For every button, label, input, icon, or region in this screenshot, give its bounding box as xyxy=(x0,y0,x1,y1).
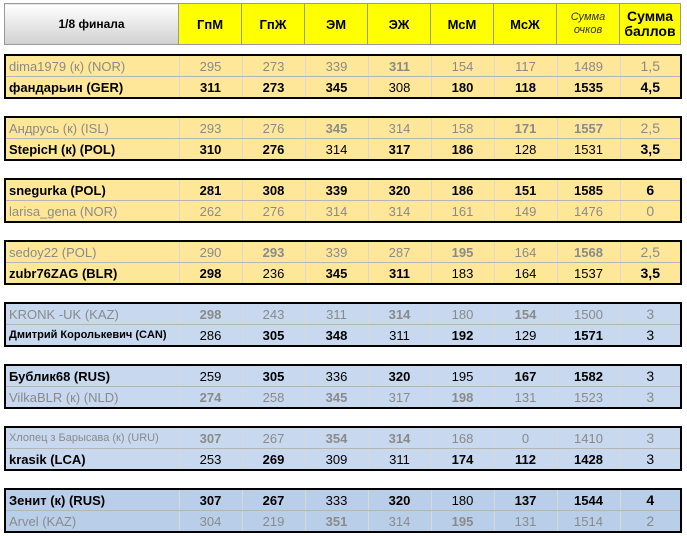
match-block xyxy=(4,54,682,99)
score-gpm: 307 xyxy=(179,489,242,511)
score-em: 339 xyxy=(305,241,368,263)
score-em: 345 xyxy=(305,77,368,99)
score-msm: 180 xyxy=(431,303,494,325)
sum-points: 1571 xyxy=(557,325,620,347)
player-row xyxy=(5,55,681,77)
sum-points: 1537 xyxy=(557,263,620,285)
player-row xyxy=(5,325,681,347)
score-msm: 180 xyxy=(431,77,494,99)
col-header-mszh: МсЖ xyxy=(494,4,557,45)
score-msm: 183 xyxy=(431,263,494,285)
player-name: krasik (LCA) xyxy=(5,449,179,471)
player-name: StepicH (к) (POL) xyxy=(5,139,179,161)
score-gpzh: 269 xyxy=(242,449,305,471)
score-mszh: 164 xyxy=(494,263,557,285)
sum-score: 0 xyxy=(620,201,681,223)
score-mszh: 167 xyxy=(494,365,557,387)
match-block xyxy=(4,426,682,471)
score-gpm: 307 xyxy=(179,427,242,449)
score-gpm: 310 xyxy=(179,139,242,161)
score-gpm: 295 xyxy=(179,55,242,77)
score-mszh: 131 xyxy=(494,387,557,409)
score-gpzh: 267 xyxy=(242,489,305,511)
score-mszh: 131 xyxy=(494,511,557,533)
score-em: 339 xyxy=(305,55,368,77)
score-mszh: 149 xyxy=(494,201,557,223)
score-msm: 174 xyxy=(431,449,494,471)
score-gpzh: 273 xyxy=(242,77,305,99)
player-row xyxy=(5,117,681,139)
sum-score: 3 xyxy=(620,449,681,471)
sum-score: 3 xyxy=(620,387,681,409)
player-row xyxy=(5,449,681,471)
score-gpm: 286 xyxy=(179,325,242,347)
player-name: KRONK -UK (KAZ) xyxy=(5,303,179,325)
score-msm: 154 xyxy=(431,55,494,77)
sum-points: 1476 xyxy=(557,201,620,223)
score-em: 309 xyxy=(305,449,368,471)
score-em: 345 xyxy=(305,117,368,139)
player-name: Arvel (KAZ) xyxy=(5,511,179,533)
match-block xyxy=(4,178,682,223)
player-name: VilkaBLR (к) (NLD) xyxy=(5,387,179,409)
score-gpzh: 258 xyxy=(242,387,305,409)
score-gpm: 298 xyxy=(179,263,242,285)
sum-points: 1531 xyxy=(557,139,620,161)
player-row xyxy=(5,77,681,99)
player-name: zubr76ZAG (BLR) xyxy=(5,263,179,285)
score-mszh: 164 xyxy=(494,241,557,263)
score-mszh: 128 xyxy=(494,139,557,161)
player-row xyxy=(5,387,681,409)
sum-score: 3 xyxy=(620,427,681,449)
score-gpm: 311 xyxy=(179,77,242,99)
score-msm: 180 xyxy=(431,489,494,511)
score-gpm: 293 xyxy=(179,117,242,139)
col-header-em: ЭМ xyxy=(305,4,368,45)
player-name: Бублик68 (RUS) xyxy=(5,365,179,387)
score-em: 345 xyxy=(305,263,368,285)
score-ezh: 314 xyxy=(368,303,431,325)
col-header-gpzh: ГпЖ xyxy=(242,4,305,45)
score-em: 354 xyxy=(305,427,368,449)
match-block xyxy=(4,240,682,285)
score-ezh: 311 xyxy=(368,325,431,347)
player-row xyxy=(5,511,681,533)
sum-score: 3 xyxy=(620,365,681,387)
score-ezh: 314 xyxy=(368,511,431,533)
score-em: 339 xyxy=(305,179,368,201)
score-em: 336 xyxy=(305,365,368,387)
player-name: dima1979 (к) (NOR) xyxy=(5,55,179,77)
player-name: larisa_gena (NOR) xyxy=(5,201,179,223)
col-header-sum-points xyxy=(557,4,620,45)
player-row xyxy=(5,139,681,161)
sum-points-line1: Сумма xyxy=(570,11,606,23)
score-mszh: 129 xyxy=(494,325,557,347)
score-gpm: 259 xyxy=(179,365,242,387)
score-mszh: 137 xyxy=(494,489,557,511)
col-header-msm: МсМ xyxy=(431,4,494,45)
sum-points: 1514 xyxy=(557,511,620,533)
score-msm: 168 xyxy=(431,427,494,449)
score-ezh: 317 xyxy=(368,387,431,409)
score-gpzh: 293 xyxy=(242,241,305,263)
score-gpzh: 243 xyxy=(242,303,305,325)
player-row xyxy=(5,201,681,223)
match-block xyxy=(4,302,682,347)
score-mszh: 154 xyxy=(494,303,557,325)
sum-points: 1410 xyxy=(557,427,620,449)
sum-score: 2 xyxy=(620,511,681,533)
sum-points: 1500 xyxy=(557,303,620,325)
sum-points: 1535 xyxy=(557,77,620,99)
score-ezh: 320 xyxy=(368,489,431,511)
score-ezh: 308 xyxy=(368,77,431,99)
score-ezh: 314 xyxy=(368,201,431,223)
header-row xyxy=(4,3,681,45)
score-em: 314 xyxy=(305,201,368,223)
col-header-ezh: ЭЖ xyxy=(368,4,431,45)
sum-score: 2,5 xyxy=(620,241,681,263)
sum-points: 1568 xyxy=(557,241,620,263)
score-gpm: 304 xyxy=(179,511,242,533)
score-gpm: 290 xyxy=(179,241,242,263)
score-msm: 158 xyxy=(431,117,494,139)
score-gpzh: 305 xyxy=(242,365,305,387)
score-em: 345 xyxy=(305,387,368,409)
score-gpzh: 276 xyxy=(242,139,305,161)
score-msm: 186 xyxy=(431,179,494,201)
sum-score: 4 xyxy=(620,489,681,511)
col-header-sum-score xyxy=(620,4,681,45)
sum-score-line1: Сумма xyxy=(626,8,674,24)
score-em: 351 xyxy=(305,511,368,533)
sum-points-line2: очков xyxy=(573,24,603,36)
player-name: snegurka (POL) xyxy=(5,179,179,201)
score-msm: 198 xyxy=(431,387,494,409)
score-ezh: 287 xyxy=(368,241,431,263)
score-em: 311 xyxy=(305,303,368,325)
score-gpzh: 267 xyxy=(242,427,305,449)
score-ezh: 314 xyxy=(368,117,431,139)
player-row xyxy=(5,263,681,285)
score-msm: 195 xyxy=(431,511,494,533)
score-mszh: 117 xyxy=(494,55,557,77)
player-row xyxy=(5,427,681,449)
player-name: Хлопец з Барысава (к) (URU) xyxy=(5,427,179,449)
player-name: Зенит (к) (RUS) xyxy=(5,489,179,511)
player-row xyxy=(5,241,681,263)
score-ezh: 311 xyxy=(368,449,431,471)
score-ezh: 317 xyxy=(368,139,431,161)
match-block xyxy=(4,364,682,409)
player-name: Андрусь (к) (ISL) xyxy=(5,117,179,139)
score-gpm: 253 xyxy=(179,449,242,471)
score-gpzh: 219 xyxy=(242,511,305,533)
score-mszh: 151 xyxy=(494,179,557,201)
score-em: 348 xyxy=(305,325,368,347)
score-gpzh: 276 xyxy=(242,201,305,223)
player-name: sedoy22 (POL) xyxy=(5,241,179,263)
sum-points: 1544 xyxy=(557,489,620,511)
score-ezh: 320 xyxy=(368,365,431,387)
score-em: 333 xyxy=(305,489,368,511)
player-row xyxy=(5,303,681,325)
sum-score: 4,5 xyxy=(620,77,681,99)
score-msm: 161 xyxy=(431,201,494,223)
sum-score: 2,5 xyxy=(620,117,681,139)
sum-score: 3 xyxy=(620,303,681,325)
score-gpm: 298 xyxy=(179,303,242,325)
sum-score: 1,5 xyxy=(620,55,681,77)
sum-score: 3 xyxy=(620,325,681,347)
score-ezh: 311 xyxy=(368,55,431,77)
sum-points: 1582 xyxy=(557,365,620,387)
score-msm: 195 xyxy=(431,241,494,263)
sum-points: 1489 xyxy=(557,55,620,77)
score-gpm: 262 xyxy=(179,201,242,223)
score-ezh: 311 xyxy=(368,263,431,285)
score-gpzh: 276 xyxy=(242,117,305,139)
player-row xyxy=(5,489,681,511)
sum-score: 3,5 xyxy=(620,139,681,161)
sum-points: 1557 xyxy=(557,117,620,139)
match-block xyxy=(4,488,682,533)
score-ezh: 314 xyxy=(368,427,431,449)
player-row xyxy=(5,179,681,201)
score-mszh: 112 xyxy=(494,449,557,471)
score-mszh: 171 xyxy=(494,117,557,139)
score-gpm: 281 xyxy=(179,179,242,201)
score-mszh: 118 xyxy=(494,77,557,99)
sum-points: 1428 xyxy=(557,449,620,471)
sum-score-line2: баллов xyxy=(624,23,676,39)
score-gpzh: 236 xyxy=(242,263,305,285)
score-gpzh: 273 xyxy=(242,55,305,77)
score-msm: 186 xyxy=(431,139,494,161)
sum-score: 3,5 xyxy=(620,263,681,285)
player-name: фандарьин (GER) xyxy=(5,77,179,99)
score-mszh: 0 xyxy=(494,427,557,449)
col-header-gpm: ГпМ xyxy=(179,4,242,45)
player-row xyxy=(5,365,681,387)
sum-points: 1585 xyxy=(557,179,620,201)
score-msm: 192 xyxy=(431,325,494,347)
match-block xyxy=(4,116,682,161)
score-gpm: 274 xyxy=(179,387,242,409)
score-gpzh: 308 xyxy=(242,179,305,201)
score-ezh: 320 xyxy=(368,179,431,201)
stage-label: 1/8 финала xyxy=(5,4,179,45)
player-name: Дмитрий Королькевич (CAN) xyxy=(5,325,179,347)
sum-points: 1523 xyxy=(557,387,620,409)
score-gpzh: 305 xyxy=(242,325,305,347)
score-msm: 195 xyxy=(431,365,494,387)
sum-score: 6 xyxy=(620,179,681,201)
score-em: 314 xyxy=(305,139,368,161)
